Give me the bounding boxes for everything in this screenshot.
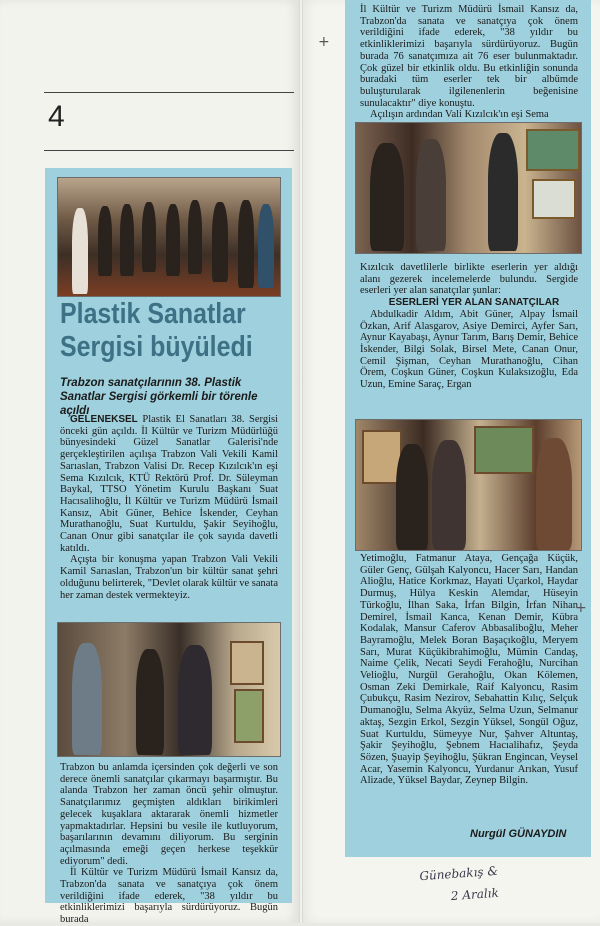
page-fold xyxy=(299,0,303,923)
artists-section-heading: ESERLERİ YER ALAN SANATÇILAR xyxy=(388,297,560,309)
subheadline: Trabzon sanatçılarının 38. Plastik Sanatlar Sergisi görkemli bir törenle açıldı xyxy=(60,377,258,417)
registration-mark-icon: + xyxy=(318,34,330,50)
paragraph-1: Plastik El Sanatları 38. Sergisi önceki gün açıldı. İl Kültür ve Turizm Müdürlüğü bünyesindeki Güzel Sanatlar Galerisi'nde gerçekleştirilen açılışa Trabzon Vali Vekili Kamil Sarıaslan, Trabzon Valisi Dr. Recep Kızılcık'ın eşi Sema Kızılcık, KTÜ Rektörü Prof. Dr. Süleyman Baykal, TTSO Yönetim Kurulu Başkanı Suat Hacısalihoğlu, İl Kültür ve Turizm Müdürü İsmail Kansız, Abit Güner, Behice İskender, Ceyhan Murathanoğlu, Suat Kurtuldu, Şakir Seyihoğlu, Canan Onur gibi sanatçılar ile çok sayıda davetli katıldı. xyxy=(60,414,278,554)
right-paragraph-3: Kızılcık davetlilerle birlikte eserlerin yer aldığı alanı gezerek incelemelerde bulundu. Sergide eserleri yer alan sanatçılar şunlar: xyxy=(360,262,578,297)
handwritten-line-2: 2 Aralık xyxy=(450,885,500,904)
headline xyxy=(60,298,258,364)
paragraph-2: Açışta bir konuşma yapan Trabzon Vali Vekili Kamil Sarıaslan, Trabzon'un bir kültür sanat şehri olduğunu belirterek, "Devlet olarak kültür ve sanata her zaman destek vermekteyiz. xyxy=(60,554,279,601)
right-paragraph-1: İl Kültür ve Turizm Müdürü İsmail Kansız da, Trabzon'da sanata ve sanatçıya çok önem verildiğini ifade ederek, "38 yıldır bu etkinliklerimizi başarıyla sürdürüyoruz. Bugün burada 76 sanatçımıza ait 76 eser bulunmaktadır. Çok güzel bir etkinlik oldu. Bu etkinliğin sonunda buradaki tüm eserler tek bir albümde buluşturularak ilgilenenlerin beğenisine sunulacaktır" diye konuştu. xyxy=(360,4,578,109)
photo-exhibition-crowd xyxy=(57,177,281,297)
registration-mark-icon: + xyxy=(575,600,587,616)
top-rule xyxy=(44,92,294,93)
page-number-rule xyxy=(44,150,294,151)
artists-list-part-2: Yetimoğlu, Fatmanur Ataya, Gençağa Küçük, Güler Genç, Gülşah Kalyoncu, Hacer Sarı, Handan Alioğlu, Hatice Korkmaz, Hayati Uçarkol, Haydar Durmuş, Hülya Keskin Alemdar, Hüseyin Türkoğlu, İlhan Saka, İrfan Bilgin, İrfan Nihan Demirel, İsmail Kanca, Kenan Demir, Kübra Kodalak, Mansur Caferov Abbasaliboğlu, Meher Bayramoğlu, Melek Boran Başaçıkoğlu, Meryem Sarı, Murat Küçükibrahimoğlu, Mümin Candaş, Naime Çelik, Necati Seydi Ferahoğlu, Nurcihan Velioğlu, Nurgül Gerahoğlu, Okan Kölemen, Osman Zeki Demirkale, Raif Kalyoncu, Rasim Çubukçu, Rasim Nezirov, Sebahattin Kılıç, Selçuk Dumanoğlu, Selma Akyüz, Selma Uzun, Selmanur aktaş, Sezgin Erkol, Sezgin Yüksel, Songül Oğuz, Suat Kurtuldu, Sümeyye Nur, Şahver Altuntaş, Şakir Şeyihoğlu, Şebnem Hacıalihafız, Şeyda Sözen, Şuayip Şeyihoğlu, Şükran Engincan, Veysel Acar, Yasemin Kalyoncu, Yurdanur Arıkan, Yusuf Alizade, Yüksel Baydar, Zeynep Bilgin. xyxy=(360,553,578,787)
lead-word: GELENEKSEL xyxy=(70,414,138,425)
paragraph-3: Trabzon bu anlamda içersinden çok değerli ve son derece önemli sanatçılar çıkarmayı başarmıştır. Bu alanda Trabzon her zaman öncü şehir olmuştur. Sanatçılarımız geçmişten aldıkları birikimleri gelecek kuşaklara aktararak önemli hizmetler yapmaktadırlar. Hepsini bu vesile ile kutluyorum, başarılarının devamını diliyorum. Bu serginin açılmasında emeği geçen herkese teşekkür ediyorum" dedi. xyxy=(60,762,278,867)
right-body-part-1 xyxy=(360,4,578,121)
right-paragraph-2: Açılışın ardından Vali Kızılcık'ın eşi Sema xyxy=(370,109,549,121)
artists-list-part-1: Abdulkadir Aldım, Abit Güner, Alpay İsmail Özkan, Arif Alasgarov, Asiye Demirci, Ayfer Sarı, Aynur Kayabaşı, Aynur Tarım, Barış Demir, Behice İskender, Bilgi Solak, Birsel Mete, Canan Onur, Cemil Şişman, Ceyhan Murathanoğlu, Cihan Örem, Coşkun Güner, Coşkun Kulaksızoğlu, Eda Uzun, Emine Saraç, Ergan xyxy=(360,308,578,391)
headline-line-2: Sergisi büyüledi xyxy=(60,331,253,363)
page-number: 4 xyxy=(48,100,65,133)
right-body-part-2 xyxy=(360,262,578,391)
headline-line-1: Plastik Sanatlar xyxy=(60,298,246,330)
photo-women-at-exhibition xyxy=(355,122,582,254)
photo-guests-viewing-paintings xyxy=(57,622,281,757)
handwritten-line-1: Günebakış & xyxy=(418,863,499,884)
photo-visitors-with-paintings xyxy=(355,419,582,551)
article-body-part-2 xyxy=(60,762,278,926)
paragraph-4: İl Kültür ve Turizm Müdürü İsmail Kansız da, Trabzon'da sanata ve sanatçıya çok önem verildiğini ifade ederek, "38 yıldır bu etkinliklerimizi başarıyla sürdürüyoruz. Bugün burada xyxy=(60,867,278,926)
byline: Nurgül GÜNAYDIN xyxy=(470,828,567,840)
article-body-part-1 xyxy=(60,414,278,601)
right-body-part-3 xyxy=(360,553,578,787)
